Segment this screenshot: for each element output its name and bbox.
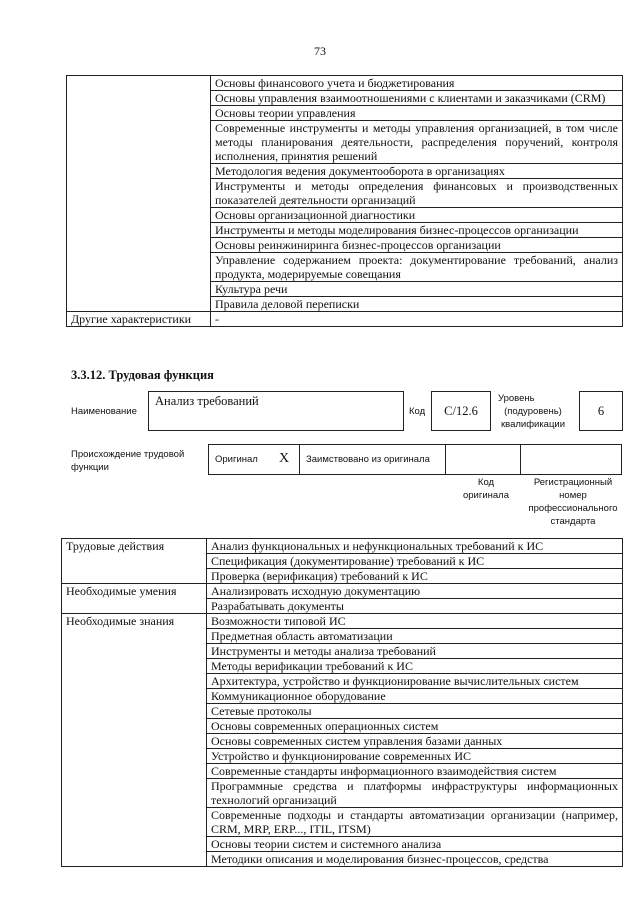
list-item: Анализ функциональных и нефункциональных требований к ИС — [207, 539, 623, 554]
list-item: Правила деловой переписки — [211, 297, 623, 312]
list-item: Основы современных операционных систем — [207, 719, 623, 734]
list-item: Устройство и функционирование современных ИС — [207, 749, 623, 764]
level-label-line: (подуровень) — [504, 406, 562, 417]
origin-label-line: функции — [71, 462, 109, 473]
page-number: 73 — [314, 44, 326, 58]
list-item: Методология ведения документооборота в организациях — [211, 164, 623, 179]
group-label: Необходимые знания — [62, 614, 207, 867]
list-item: Спецификация (документирование) требований к ИС — [207, 554, 623, 569]
list-item: Инструменты и методы анализа требований — [207, 644, 623, 659]
level-value: 6 — [597, 404, 605, 418]
group-label: Трудовые действия — [62, 539, 207, 584]
row-label — [67, 76, 211, 312]
list-item: Предметная область автоматизации — [207, 629, 623, 644]
list-item: Возможности типовой ИС — [207, 614, 623, 629]
name-value: Анализ требований — [155, 394, 259, 408]
list-item: Сетевые протоколы — [207, 704, 623, 719]
group-label: Необходимые умения — [62, 584, 207, 614]
origin-label-line: Происхождение трудовой — [71, 449, 185, 460]
list-item: Современные стандарты информационного взаимодействия систем — [207, 764, 623, 779]
list-item: Инструменты и методы моделирования бизнес-процессов организации — [211, 223, 623, 238]
code-label: Код — [409, 406, 426, 417]
table-row — [67, 76, 623, 91]
list-item: Основы реинжиниринга бизнес-процессов организации — [211, 238, 623, 253]
list-item: Основы современных систем управления базами данных — [207, 734, 623, 749]
table-row — [62, 614, 623, 629]
list-item: Разрабатывать документы — [207, 599, 623, 614]
reg-number-caption — [521, 476, 625, 528]
caption-line: Регистрационный — [533, 477, 613, 488]
knowledge-table-continued — [66, 75, 623, 327]
list-item: Программные средства и платформы инфраструктуры информационных технологий организаций — [207, 779, 623, 808]
list-item: Основы организационной диагностики — [211, 208, 623, 223]
code-value-box — [431, 391, 491, 431]
list-item: Коммуникационное оборудование — [207, 689, 623, 704]
list-item: Инструменты и методы определения финансовых и производственных показателей деятельности организаций — [211, 179, 623, 208]
other-characteristics-label: Другие характеристики — [67, 312, 211, 327]
caption-line: оригинала — [462, 490, 509, 501]
list-item: Основы теории систем и системного анализа — [207, 837, 623, 852]
reg-number-cell — [520, 444, 622, 475]
list-item: Современные инструменты и методы управления организацией, в том числе методы планирования деятельности, распределения поручений, контроля исполнения, принятия решений — [211, 121, 623, 164]
code-original-cell — [445, 444, 521, 475]
list-item: Архитектура, устройство и функционирование вычислительных систем — [207, 674, 623, 689]
list-item: Основы финансового учета и бюджетирования — [211, 76, 623, 91]
level-value-box — [579, 391, 623, 431]
name-label: Наименование — [71, 406, 137, 417]
level-label — [498, 392, 568, 431]
borrowed-label: Заимствовано из оригинала — [306, 454, 430, 465]
level-label-line: квалификации — [500, 419, 566, 430]
list-item: Современные подходы и стандарты автоматизации организации (например, CRM, MRP, ERP..., ITIL, ITSM) — [207, 808, 623, 837]
list-item: Культура речи — [211, 282, 623, 297]
original-mark: X — [279, 451, 290, 466]
function-details-table — [61, 538, 623, 867]
origin-row — [208, 444, 620, 474]
list-item: Проверка (верификация) требований к ИС — [207, 569, 623, 584]
caption-line: профессионального — [528, 503, 618, 514]
list-item: Методики описания и моделирования бизнес-процессов, средства — [207, 852, 623, 867]
table-row — [62, 584, 623, 599]
code-value: C/12.6 — [444, 404, 478, 418]
list-item: Анализировать исходную документацию — [207, 584, 623, 599]
origin-label — [71, 448, 184, 474]
name-value-box — [148, 391, 404, 431]
original-cell — [208, 444, 300, 475]
list-item: Методы верификации требований к ИС — [207, 659, 623, 674]
list-item: Управление содержанием проекта: документирование требований, анализ продукта, модерируемые совещания — [211, 253, 623, 282]
borrowed-cell — [299, 444, 446, 475]
other-characteristics-value: - — [211, 312, 623, 327]
section-heading: 3.3.12. Трудовая функция — [71, 368, 214, 382]
caption-line: номер — [559, 490, 587, 501]
original-label: Оригинал — [215, 454, 258, 465]
list-item: Основы теории управления — [211, 106, 623, 121]
caption-line: Код — [477, 477, 495, 488]
caption-line: стандарта — [550, 516, 596, 527]
table-row — [62, 539, 623, 554]
code-original-caption — [449, 476, 523, 502]
list-item: Основы управления взаимоотношениями с клиентами и заказчиками (CRM) — [211, 91, 623, 106]
table-row — [67, 312, 623, 327]
level-label-line: Уровень — [498, 393, 535, 404]
